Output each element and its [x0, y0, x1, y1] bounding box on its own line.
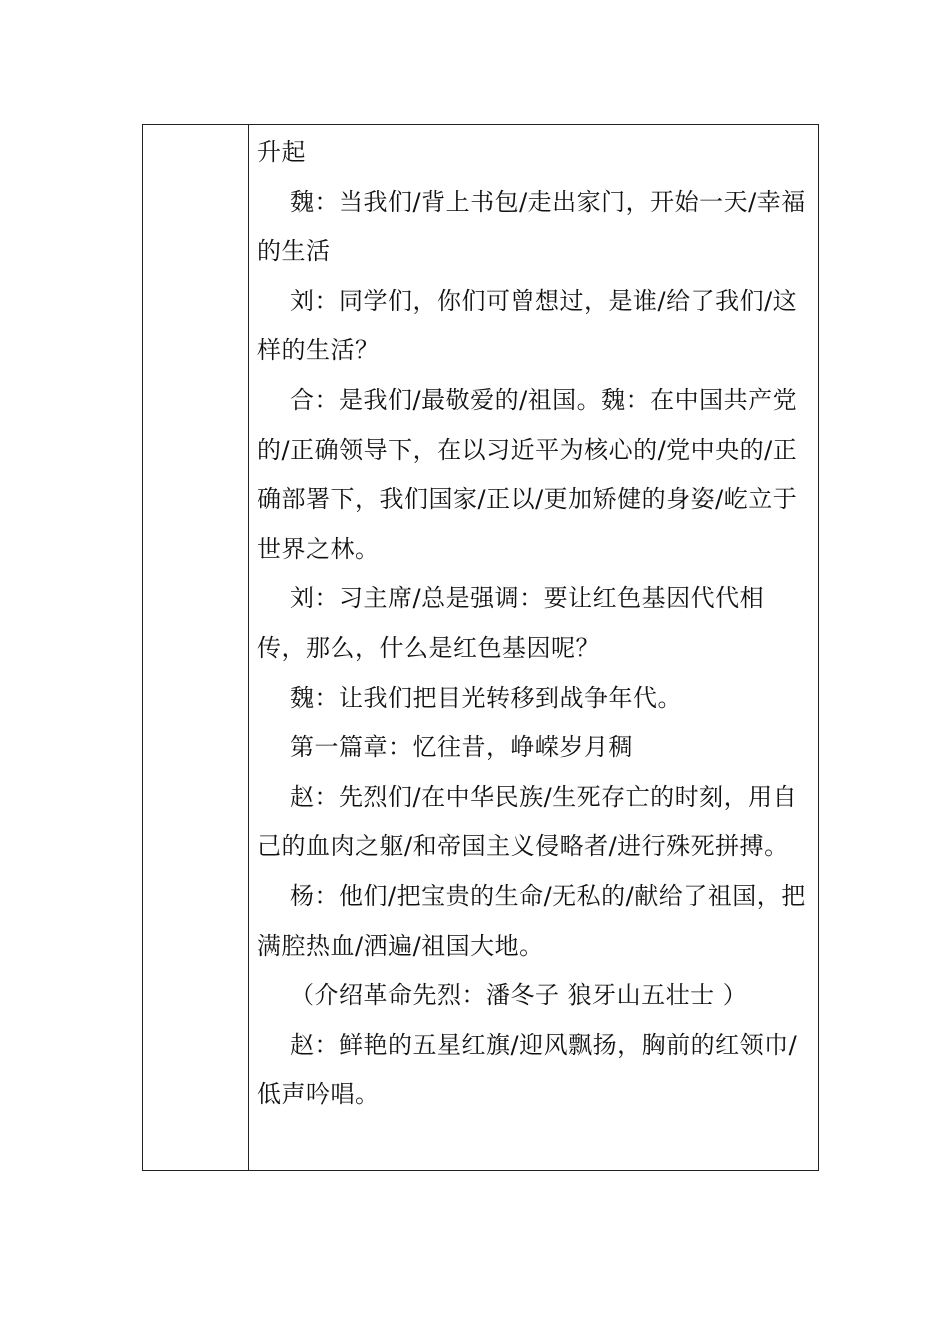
paragraph-wei-1: 魏：当我们/背上书包/走出家门，开始一天/幸福的生活	[257, 187, 806, 266]
paragraph-liu-1: 刘：同学们，你们可曾想过，是谁/给了我们/这样的生活？	[257, 286, 798, 365]
paragraph-continuation: 升起	[257, 138, 306, 166]
paragraph-liu-2: 刘：习主席/总是强调：要让红色基因代代相传，那么，什么是红色基因呢？	[257, 584, 765, 662]
table-right-cell	[249, 125, 818, 1170]
paragraph-zhao-2: 赵：鲜艳的五星红旗/迎风飘扬，胸前的红领巾/低声吟唱。	[257, 1030, 798, 1109]
table-left-cell	[143, 125, 249, 1170]
script-table	[142, 124, 819, 1171]
paragraph-zhao-1: 赵：先烈们/在中华民族/生死存亡的时刻，用自己的血肉之躯/和帝国主义侵略者/进行殊死拼搏。	[257, 782, 798, 861]
paragraph-yang-1: 杨：他们/把宝贵的生命/无私的/献给了祖国，把满腔热血/洒遍/祖国大地。	[257, 881, 806, 960]
paragraph-stage-note: （介绍革命先烈：潘冬子 狼牙山五壮士 ）	[290, 981, 748, 1010]
paragraph-wei-2: 魏：让我们把目光转移到战争年代。	[290, 683, 682, 712]
chapter-heading: 第一篇章：忆往昔，峥嵘岁月稠	[290, 733, 633, 762]
paragraph-chorus: 合：是我们/最敬爱的/祖国。魏：在中国共产党的/正确领导下，在以习近平为核心的/党中央的/正确部署下，我们国家/正以/更加矫健的身姿/屹立于世界之林。	[257, 385, 798, 563]
